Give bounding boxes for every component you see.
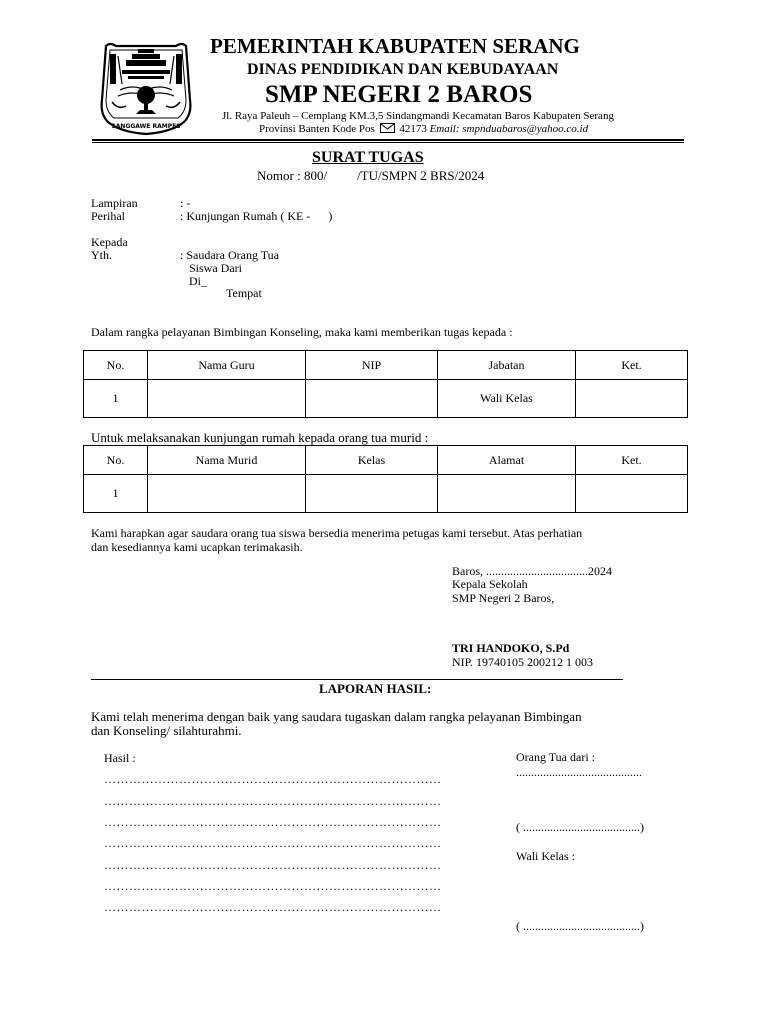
wali-label: Wali Kelas :: [516, 849, 576, 863]
envelope-icon: [380, 123, 395, 133]
closing-line-1: Kami harapkan agar saudara orang tua siswa bersedia menerima petugas kami tersebut. Atas perhatian: [91, 526, 583, 540]
col-header: Ket.: [576, 446, 688, 475]
header-department: DINAS PENDIDIKAN DAN KEBUDAYAAN: [247, 61, 559, 78]
header-government: PEMERINTAH KABUPATEN SERANG: [210, 34, 580, 58]
recipient-line-3: Di_: [189, 274, 207, 288]
signatory-nip: NIP. 19740105 200212 1 003: [452, 655, 594, 669]
report-title: LAPORAN HASIL:: [319, 681, 432, 696]
email-text: Email: smpnduabaros@yahoo.co.id: [429, 123, 589, 135]
hasil-line: ………………………………………………………………………: [104, 836, 442, 850]
header-divider: [92, 139, 684, 141]
intro2-text: Untuk melaksanakan kunjungan rumah kepada orang tua murid :: [91, 430, 429, 445]
student-table-header: [84, 446, 688, 475]
postal-code: 42173: [399, 123, 427, 135]
header-divider-thin: [92, 142, 684, 143]
table-cell: [306, 380, 438, 418]
intro-text: Dalam rangka pelayanan Bimbingan Konseling, maka kami memberikan tugas kepada :: [91, 325, 513, 339]
recipient-line-2: Siswa Dari: [189, 261, 242, 275]
signature-role: Kepala Sekolah: [452, 577, 528, 591]
col-header: Nama Guru: [148, 351, 306, 380]
number-prefix: Nomor : 800/: [257, 168, 328, 183]
col-header: No.: [84, 351, 148, 380]
hasil-line: ………………………………………………………………………: [104, 794, 442, 808]
header-address: Jl. Raya Paleuh – Cemplang KM.3,5 Sindangmandi Kecamatan Baros Kabupaten Serang: [222, 110, 614, 122]
table-row: [84, 475, 688, 513]
kepada-label: Kepada: [91, 235, 128, 249]
lampiran-label: Lampiran: [91, 196, 138, 210]
school-logo: [92, 40, 200, 136]
col-header: No.: [84, 446, 148, 475]
signatory-name: TRI HANDOKO, S.Pd: [452, 641, 570, 655]
wali-signature-line: ( .......................................): [516, 919, 644, 933]
document-number: [257, 168, 484, 184]
report-para-1: Kami telah menerima dengan baik yang saudara tugaskan dalam rangka pelayanan Bimbingan: [91, 709, 582, 724]
teacher-table-header: [84, 351, 688, 380]
parent-name-line: ..........................................: [516, 765, 642, 779]
number-suffix: /TU/SMPN 2 BRS/2024: [357, 168, 485, 183]
table-cell: [438, 475, 576, 513]
report-para-2: dan Konseling/ silahturahmi.: [91, 723, 242, 738]
recipient-line-4: Tempat: [226, 286, 262, 300]
hasil-line: ………………………………………………………………………: [104, 772, 442, 786]
perihal-label: Perihal: [91, 209, 125, 223]
recipient-line-1: : Saudara Orang Tua: [180, 248, 279, 262]
table-cell: 1: [84, 475, 148, 513]
table-cell: Wali Kelas: [438, 380, 576, 418]
table-cell: [576, 475, 688, 513]
table-cell: [576, 380, 688, 418]
hasil-label: Hasil :: [104, 751, 136, 765]
signature-place-date: Baros, ..................................2024: [452, 564, 612, 578]
hasil-line: ………………………………………………………………………: [104, 858, 442, 872]
col-header: Kelas: [306, 446, 438, 475]
lampiran-value: : -: [180, 196, 191, 210]
col-header: Alamat: [438, 446, 576, 475]
hasil-line: ………………………………………………………………………: [104, 900, 442, 914]
student-table: [83, 445, 688, 513]
col-header: NIP: [306, 351, 438, 380]
parent-signature-line: ( .......................................): [516, 820, 644, 834]
yth-label: Yth.: [91, 248, 112, 262]
table-cell: [148, 475, 306, 513]
perihal-value: : Kunjungan Rumah ( KE - ): [180, 209, 333, 223]
parent-label: Orang Tua dari :: [516, 750, 595, 764]
signature-school: SMP Negeri 2 Baros,: [452, 591, 555, 605]
header-school-name: SMP NEGERI 2 BAROS: [265, 81, 533, 108]
col-header: Jabatan: [438, 351, 576, 380]
closing-line-2: dan kesediannya kami ucapkan terimakasih.: [91, 540, 303, 554]
table-cell: 1: [84, 380, 148, 418]
header-address-2: [259, 123, 588, 135]
hasil-line: ………………………………………………………………………: [104, 879, 442, 893]
postal-label: Provinsi Banten Kode Pos: [259, 123, 375, 135]
table-cell: [306, 475, 438, 513]
col-header: Ket.: [576, 351, 688, 380]
hasil-line: ………………………………………………………………………: [104, 815, 442, 829]
logo-motto: SANGGAWE RAMPES: [111, 123, 181, 130]
document-title: SURAT TUGAS: [312, 149, 424, 166]
table-row: [84, 380, 688, 418]
table-cell: [148, 380, 306, 418]
report-divider: [91, 679, 623, 680]
teacher-table: [83, 350, 688, 418]
col-header: Nama Murid: [148, 446, 306, 475]
